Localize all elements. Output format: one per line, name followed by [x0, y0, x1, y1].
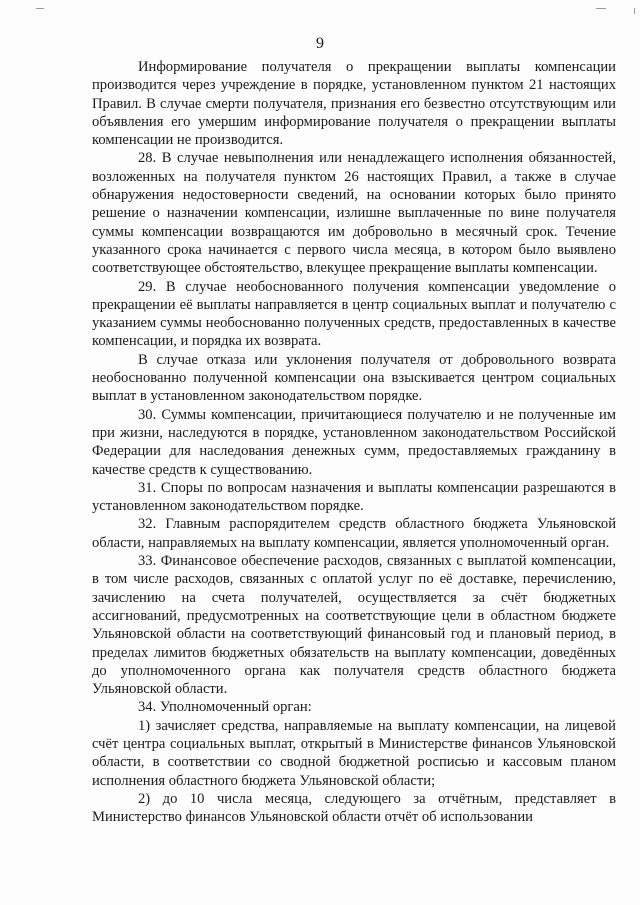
paragraph-34-item-1: 1) зачисляет средства, направляемые на выплату компенсации, на лицевой счёт центра социальных выплат, открытый в Министерстве финансов Ульяновской области, в соответствии со сводной бюджетной росписью и кассовым планом исполнения областного бюджета Ульяновской области;	[92, 717, 616, 789]
paragraph-34-item-2: 2) до 10 числа месяца, следующего за отчётным, представляет в Министерство финансов Ульяновской области отчёт об использовании	[92, 790, 616, 826]
document-body	[92, 58, 616, 826]
paragraph-30: 30. Суммы компенсации, причитающиеся получателю и не полученные им при жизни, наследуются в порядке, установленном законодательством Российской Федерации для наследования денежных сумм, предоставляемых гражданину в качестве средств к существованию.	[92, 406, 616, 478]
page-number: 9	[316, 35, 324, 52]
scan-edge-mark	[596, 8, 606, 9]
paragraph-refusal: В случае отказа или уклонения получателя от добровольного возврата необоснованно полученной компенсации она взыскивается центром социальных выплат в установленном законодательством порядке.	[92, 351, 616, 405]
paragraph-informing: Информирование получателя о прекращении выплаты компенсации производится через учреждение в порядке, установленном пунктом 21 настоящих Правил. В случае смерти получателя, признания его безвестно отсутствующим или объявления его умершим информирование получателя о прекращении выплаты компенсации не производится.	[92, 59, 616, 149]
paragraph-31: 31. Споры по вопросам назначения и выплаты компенсации разрешаются в установленном законодательством порядке.	[92, 479, 616, 515]
paragraph-32: 32. Главным распорядителем средств областного бюджета Ульяновской области, направляемых на выплату компенсации, является уполномоченный орган.	[92, 516, 616, 551]
paragraph-33: 33. Финансовое обеспечение расходов, связанных с выплатой компенсации, в том числе расходов, связанных с оплатой услуг по её доставке, перечислению, зачислению на счета получателей, осуществляется за счёт бюджетных ассигнований, предусмотренных на соответствующие цели в областном бюджете Ульяновской области на соответствующий финансовый год и плановый период, в пределах лимитов бюджетных обязательств на выплату компенсации, доведённых до уполномоченного органа как получателя средств областного бюджета Ульяновской области.	[92, 553, 616, 698]
scan-edge-mark	[634, 8, 635, 14]
paragraph-29: 29. В случае необоснованного получения компенсации уведомление о прекращении её выплаты направляется в центр социальных выплат и получателю с указанием суммы необоснованно полученных средств, предоставленных в качестве компенсации, и порядка их возврата.	[92, 278, 616, 350]
paragraph-34: 34. Уполномоченный орган:	[138, 699, 312, 716]
scan-edge-mark	[36, 8, 44, 9]
paragraph-28: 28. В случае невыполнения или ненадлежащего исполнения обязанностей, возложенных на получателя пунктом 26 настоящих Правил, а также в случае обнаружения недостоверности сведений, на основании которых было принято решение о назначении компенсации, излишне выплаченные по вине получателя суммы компенсации возвращаются им добровольно в месячный срок. Течение указанного срока начинается с первого числа месяца, в котором было выявлено соответствующее обстоятельство, влекущее прекращение выплаты компенсации.	[92, 150, 616, 277]
